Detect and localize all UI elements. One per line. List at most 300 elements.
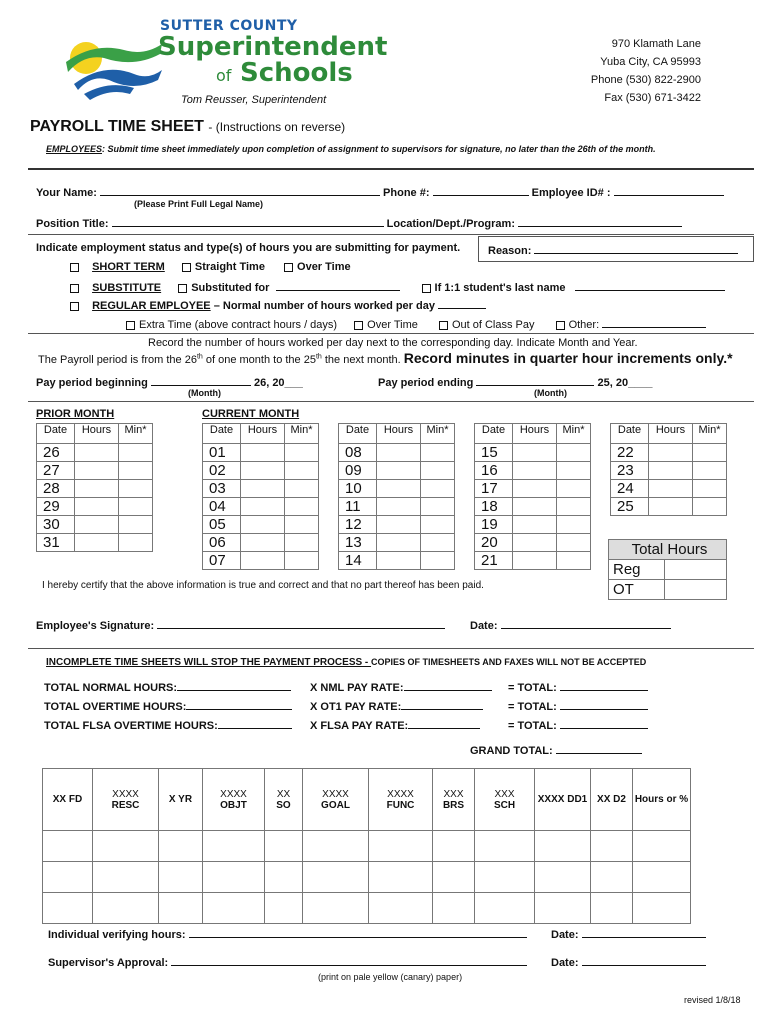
other-checkbox[interactable] [556, 321, 565, 330]
period-note-b: of one month to the 25 [202, 354, 316, 366]
over-time-2-label: Over Time [367, 319, 418, 331]
code-cell[interactable] [633, 862, 691, 893]
other-field[interactable] [602, 316, 706, 328]
code-column-header [93, 769, 159, 831]
other-label: Other: [568, 319, 600, 331]
day-row [475, 480, 591, 498]
hours-cell[interactable] [241, 516, 285, 534]
day-table-prior [36, 423, 153, 552]
pay-begin-month-field[interactable] [151, 374, 251, 386]
over-time-checkbox[interactable] [284, 263, 293, 272]
minutes-cell[interactable] [119, 462, 153, 480]
substitute-checkbox[interactable] [70, 284, 79, 293]
code-cell[interactable] [43, 831, 93, 862]
code-cell[interactable] [203, 862, 265, 893]
substitute-label: SUBSTITUTE [92, 282, 162, 294]
day-number: 07 [203, 552, 241, 570]
certify-text: I hereby certify that the above information is true and correct and that no part thereof has been paid. [42, 580, 484, 591]
name-label: Your Name: [36, 187, 97, 199]
date-column-header: Date [37, 424, 75, 444]
verifier-date-field[interactable] [582, 926, 706, 938]
min-column-header: Min* [421, 424, 455, 444]
code-cell[interactable] [159, 893, 203, 924]
pay-end-month-field[interactable] [476, 374, 594, 386]
student-name-field[interactable] [575, 279, 725, 291]
total-hours-table [608, 539, 727, 600]
employee-signature-field[interactable] [157, 617, 445, 629]
address-line: 970 Klamath Lane [611, 38, 701, 50]
minutes-cell[interactable] [421, 552, 455, 570]
day-table-c4 [610, 423, 727, 516]
code-column-label: X YR [168, 794, 193, 805]
hours-cell[interactable] [377, 480, 421, 498]
page-title: PAYROLL TIME SHEET [30, 118, 204, 135]
day-number: 06 [203, 534, 241, 552]
period-sup-1: th [196, 353, 203, 361]
code-column-header [303, 769, 369, 831]
print-note: (print on pale yellow (canary) paper) [318, 972, 463, 982]
regular-note: – Normal number of hours worked per day [213, 300, 435, 312]
hours-cell[interactable] [241, 552, 285, 570]
min-column-header: Min* [119, 424, 153, 444]
substituted-for-label: Substituted for [191, 282, 270, 294]
nml-total-field[interactable] [560, 679, 648, 691]
individual-verifying-field[interactable] [189, 926, 527, 938]
minutes-cell[interactable] [421, 516, 455, 534]
day-number: 17 [475, 480, 513, 498]
day-number: 08 [339, 444, 377, 462]
day-number: 22 [611, 444, 649, 462]
date-column-header: Date [339, 424, 377, 444]
hours-cell[interactable] [513, 480, 557, 498]
hours-cell[interactable] [377, 462, 421, 480]
minutes-cell[interactable] [421, 480, 455, 498]
hours-cell[interactable] [75, 534, 119, 552]
code-cell[interactable] [475, 893, 535, 924]
logo-county-text: SUTTER COUNTY [160, 18, 298, 34]
day-number: 01 [203, 444, 241, 462]
supervisor-approval-label: Supervisor's Approval: [48, 957, 169, 969]
minutes-cell[interactable] [421, 498, 455, 516]
total-normal-field[interactable] [177, 679, 291, 691]
hours-cell[interactable] [513, 444, 557, 462]
day-number: 02 [203, 462, 241, 480]
grand-total-label: GRAND TOTAL: [470, 745, 553, 757]
short-term-checkbox[interactable] [70, 263, 79, 272]
ot-label: OT [609, 580, 665, 600]
code-cell[interactable] [433, 862, 475, 893]
short-term-label: SHORT TERM [92, 261, 165, 273]
pay-begin-tail: 26, 20___ [253, 377, 303, 389]
one-to-one-checkbox[interactable] [422, 284, 431, 293]
day-row [611, 462, 727, 480]
normal-hours-field[interactable] [438, 297, 486, 309]
hours-cell[interactable] [513, 552, 557, 570]
logo-swoosh-icon [64, 32, 164, 102]
hours-cell[interactable] [75, 480, 119, 498]
hours-column-header: Hours [513, 424, 557, 444]
day-row [37, 516, 153, 534]
day-table-c3 [474, 423, 591, 570]
minutes-cell[interactable] [285, 462, 319, 480]
status-prompt: Indicate employment status and type(s) of hours you are submitting for payment. [36, 242, 461, 254]
code-cell[interactable] [203, 831, 265, 862]
nml-total-label: = TOTAL: [508, 682, 557, 694]
code-column-header [633, 769, 691, 831]
code-column-label: XX FD [52, 794, 83, 805]
minutes-cell[interactable] [285, 516, 319, 534]
employee-date-field[interactable] [501, 617, 671, 629]
employees-label: EMPLOYEES [46, 144, 103, 154]
phone-label: Phone #: [383, 187, 430, 199]
total-overtime-field[interactable] [186, 698, 292, 710]
minutes-cell[interactable] [119, 516, 153, 534]
hours-cell[interactable] [241, 444, 285, 462]
code-column-top: XXXX [387, 788, 414, 800]
flsa-total-label: = TOTAL: [508, 720, 557, 732]
code-column-label: OBJT [220, 799, 247, 811]
minutes-cell[interactable] [421, 534, 455, 552]
hours-cell[interactable] [241, 462, 285, 480]
supervisor-date-label: Date: [551, 957, 579, 969]
code-column-header [43, 769, 93, 831]
month-hint-end: (Month) [534, 388, 567, 398]
minutes-cell[interactable] [285, 480, 319, 498]
ot-total-cell[interactable] [665, 580, 727, 600]
code-column-top: XX [276, 788, 291, 800]
minutes-cell[interactable] [557, 516, 591, 534]
day-number: 13 [339, 534, 377, 552]
out-of-class-checkbox[interactable] [439, 321, 448, 330]
supervisor-approval-field[interactable] [171, 954, 527, 966]
nml-rate-field[interactable] [404, 679, 492, 691]
code-cell[interactable] [303, 831, 369, 862]
regular-checkbox[interactable] [70, 302, 79, 311]
address-line: Yuba City, CA 95993 [600, 56, 701, 68]
code-cell[interactable] [369, 862, 433, 893]
day-row [611, 498, 727, 516]
day-number: 24 [611, 480, 649, 498]
code-column-label: Hours or % [634, 794, 689, 805]
hours-column-header: Hours [75, 424, 119, 444]
hours-cell[interactable] [513, 516, 557, 534]
ot1-total-label: = TOTAL: [508, 701, 557, 713]
hours-cell[interactable] [75, 444, 119, 462]
hours-cell[interactable] [241, 534, 285, 552]
nml-rate-label: X NML PAY RATE: [310, 682, 404, 694]
code-column-header [433, 769, 475, 831]
total-hours-label: Total Hours [609, 540, 727, 560]
day-row [203, 462, 319, 480]
code-column-label: XXXX DD1 [537, 794, 588, 805]
location-field[interactable] [518, 215, 682, 227]
one-to-one-label: If 1:1 student's last name [434, 282, 566, 294]
day-number: 26 [37, 444, 75, 462]
code-cell[interactable] [433, 831, 475, 862]
reason-field[interactable] [534, 242, 738, 254]
code-row [43, 893, 691, 924]
straight-time-label: Straight Time [194, 261, 265, 273]
code-column-label: SCH [493, 799, 516, 811]
pay-end-tail: 25, 20____ [597, 377, 653, 389]
hours-cell[interactable] [377, 534, 421, 552]
hours-cell[interactable] [377, 552, 421, 570]
code-column-top: XXXX [322, 788, 349, 800]
reg-label: Reg [609, 560, 665, 580]
period-note-a: The Payroll period is from the 26 [38, 354, 197, 366]
day-number: 12 [339, 516, 377, 534]
day-number: 04 [203, 498, 241, 516]
minutes-cell[interactable] [557, 480, 591, 498]
hours-cell[interactable] [75, 498, 119, 516]
hours-cell[interactable] [377, 444, 421, 462]
hours-cell[interactable] [649, 498, 693, 516]
code-cell[interactable] [265, 862, 303, 893]
day-row [203, 552, 319, 570]
minutes-cell[interactable] [693, 462, 727, 480]
logo-of-text: of [216, 66, 232, 85]
code-row [43, 831, 691, 862]
code-cell[interactable] [369, 831, 433, 862]
day-row [203, 480, 319, 498]
minutes-cell[interactable] [421, 462, 455, 480]
minutes-cell[interactable] [557, 462, 591, 480]
day-number: 20 [475, 534, 513, 552]
code-column-top: XXXX [112, 788, 139, 800]
ot1-total-field[interactable] [560, 698, 648, 710]
code-cell[interactable] [633, 893, 691, 924]
minutes-cell[interactable] [119, 498, 153, 516]
reg-total-cell[interactable] [665, 560, 727, 580]
day-number: 29 [37, 498, 75, 516]
position-field[interactable] [112, 215, 384, 227]
date-column-header: Date [203, 424, 241, 444]
minutes-cell[interactable] [285, 534, 319, 552]
month-hint-begin: (Month) [188, 388, 221, 398]
code-column-top: XXXX [220, 788, 247, 800]
code-cell[interactable] [633, 831, 691, 862]
day-row [203, 444, 319, 462]
minutes-cell[interactable] [285, 444, 319, 462]
code-cell[interactable] [591, 831, 633, 862]
address-line: Phone (530) 822-2900 [590, 74, 701, 86]
day-number: 18 [475, 498, 513, 516]
code-column-label: BRS [442, 799, 465, 811]
hours-cell[interactable] [513, 498, 557, 516]
hours-cell[interactable] [513, 534, 557, 552]
minutes-cell[interactable] [119, 444, 153, 462]
day-row [339, 516, 455, 534]
current-month-label: CURRENT MONTH [202, 408, 300, 420]
substituted-for-checkbox[interactable] [178, 284, 187, 293]
minutes-cell[interactable] [421, 444, 455, 462]
code-cell[interactable] [159, 862, 203, 893]
code-cell[interactable] [93, 862, 159, 893]
code-cell[interactable] [303, 893, 369, 924]
day-number: 15 [475, 444, 513, 462]
hours-cell[interactable] [75, 516, 119, 534]
day-row [339, 534, 455, 552]
code-column-header [159, 769, 203, 831]
hours-cell[interactable] [241, 498, 285, 516]
record-note: Record the number of hours worked per day next to the corresponding day. Indicate Month and Year. [148, 337, 638, 349]
name-field[interactable] [100, 184, 380, 196]
account-code-table [42, 768, 691, 924]
prior-month-label: PRIOR MONTH [36, 408, 115, 420]
day-row [339, 552, 455, 570]
substituted-for-field[interactable] [276, 279, 400, 291]
code-cell[interactable] [43, 862, 93, 893]
code-column-header [535, 769, 591, 831]
code-cell[interactable] [535, 831, 591, 862]
min-column-header: Min* [285, 424, 319, 444]
minutes-cell[interactable] [693, 480, 727, 498]
day-row [475, 498, 591, 516]
minutes-cell[interactable] [119, 534, 153, 552]
day-row [475, 516, 591, 534]
day-row [339, 444, 455, 462]
ot1-rate-field[interactable] [401, 698, 483, 710]
flsa-total-field[interactable] [560, 717, 648, 729]
hours-column-header: Hours [241, 424, 285, 444]
hours-column-header: Hours [649, 424, 693, 444]
day-number: 14 [339, 552, 377, 570]
code-cell[interactable] [93, 831, 159, 862]
employees-note: : Submit time sheet immediately upon completion of assignment to supervisors for signature, no later than the 26th of the month. [102, 144, 656, 154]
code-cell[interactable] [591, 893, 633, 924]
code-cell[interactable] [303, 862, 369, 893]
employee-date-label: Date: [470, 620, 498, 632]
total-normal-label: TOTAL NORMAL HOURS: [44, 682, 178, 694]
day-number: 16 [475, 462, 513, 480]
copies-warning: COPIES OF TIMESHEETS AND FAXES WILL NOT BE ACCEPTED [371, 657, 647, 667]
day-number: 05 [203, 516, 241, 534]
hours-cell[interactable] [75, 462, 119, 480]
day-number: 10 [339, 480, 377, 498]
day-number: 19 [475, 516, 513, 534]
day-row [475, 552, 591, 570]
day-number: 23 [611, 462, 649, 480]
code-cell[interactable] [93, 893, 159, 924]
hours-cell[interactable] [377, 498, 421, 516]
code-column-label: GOAL [321, 799, 350, 811]
reason-label: Reason: [488, 245, 532, 257]
hours-cell[interactable] [649, 480, 693, 498]
minutes-cell[interactable] [557, 498, 591, 516]
employee-signature-label: Employee's Signature: [36, 620, 155, 632]
day-row [611, 444, 727, 462]
pay-end-label: Pay period ending [378, 377, 474, 389]
code-cell[interactable] [591, 862, 633, 893]
minutes-cell[interactable] [693, 498, 727, 516]
hours-cell[interactable] [649, 444, 693, 462]
hours-cell[interactable] [377, 516, 421, 534]
employee-id-field[interactable] [614, 184, 724, 196]
day-number: 30 [37, 516, 75, 534]
day-row [37, 444, 153, 462]
code-column-label: FUNC [386, 799, 415, 811]
flsa-rate-field[interactable] [408, 717, 480, 729]
straight-time-checkbox[interactable] [182, 263, 191, 272]
total-flsa-label: TOTAL FLSA OVERTIME HOURS: [44, 720, 218, 732]
employee-id-label: Employee ID# : [531, 187, 611, 199]
code-cell[interactable] [43, 893, 93, 924]
hours-cell[interactable] [513, 462, 557, 480]
day-row [611, 480, 727, 498]
total-flsa-field[interactable] [218, 717, 292, 729]
day-number: 25 [611, 498, 649, 516]
extra-time-checkbox[interactable] [126, 321, 135, 330]
day-row [37, 498, 153, 516]
day-row [475, 534, 591, 552]
minutes-cell[interactable] [285, 552, 319, 570]
code-cell[interactable] [265, 893, 303, 924]
day-row [339, 462, 455, 480]
hours-column-header: Hours [377, 424, 421, 444]
minutes-cell[interactable] [119, 480, 153, 498]
supervisor-date-field[interactable] [582, 954, 706, 966]
code-column-header [475, 769, 535, 831]
code-cell[interactable] [535, 862, 591, 893]
code-cell[interactable] [203, 893, 265, 924]
code-cell[interactable] [535, 893, 591, 924]
grand-total-field[interactable] [556, 742, 642, 754]
date-column-header: Date [475, 424, 513, 444]
code-column-header [265, 769, 303, 831]
address-block [591, 35, 701, 107]
address-line: Fax (530) 671-3422 [604, 92, 701, 104]
hours-cell[interactable] [649, 462, 693, 480]
day-number: 27 [37, 462, 75, 480]
code-column-label: XX D2 [597, 794, 626, 805]
day-row [203, 498, 319, 516]
logo-superintendent-text: Superintendent [158, 32, 388, 62]
title-note: - (Instructions on reverse) [208, 120, 346, 134]
period-note-c: the next month. [321, 354, 401, 366]
extra-time-label: Extra Time (above contract hours / days) [139, 319, 338, 331]
pay-begin-label: Pay period beginning [36, 377, 148, 389]
position-label: Position Title: [36, 218, 109, 230]
code-cell[interactable] [369, 893, 433, 924]
day-row [203, 516, 319, 534]
day-row [475, 462, 591, 480]
phone-field[interactable] [433, 184, 529, 196]
minutes-cell[interactable] [557, 534, 591, 552]
over-time-label: Over Time [297, 261, 351, 273]
minutes-cell[interactable] [693, 444, 727, 462]
code-cell[interactable] [433, 893, 475, 924]
day-table-c2 [338, 423, 455, 570]
individual-verifying-label: Individual verifying hours: [48, 929, 186, 941]
flsa-rate-label: X FLSA PAY RATE: [310, 720, 409, 732]
code-column-label: RESC [111, 799, 140, 811]
code-cell[interactable] [159, 831, 203, 862]
minutes-cell[interactable] [557, 444, 591, 462]
minutes-cell[interactable] [285, 498, 319, 516]
day-row [37, 480, 153, 498]
day-row [339, 498, 455, 516]
code-column-top: XXX [443, 788, 464, 800]
total-overtime-label: TOTAL OVERTIME HOURS: [44, 701, 187, 713]
code-column-label: SO [276, 799, 291, 811]
code-cell[interactable] [475, 831, 535, 862]
hours-cell[interactable] [241, 480, 285, 498]
day-row [339, 480, 455, 498]
code-cell[interactable] [475, 862, 535, 893]
over-time-2-checkbox[interactable] [354, 321, 363, 330]
minutes-cell[interactable] [557, 552, 591, 570]
code-cell[interactable] [265, 831, 303, 862]
